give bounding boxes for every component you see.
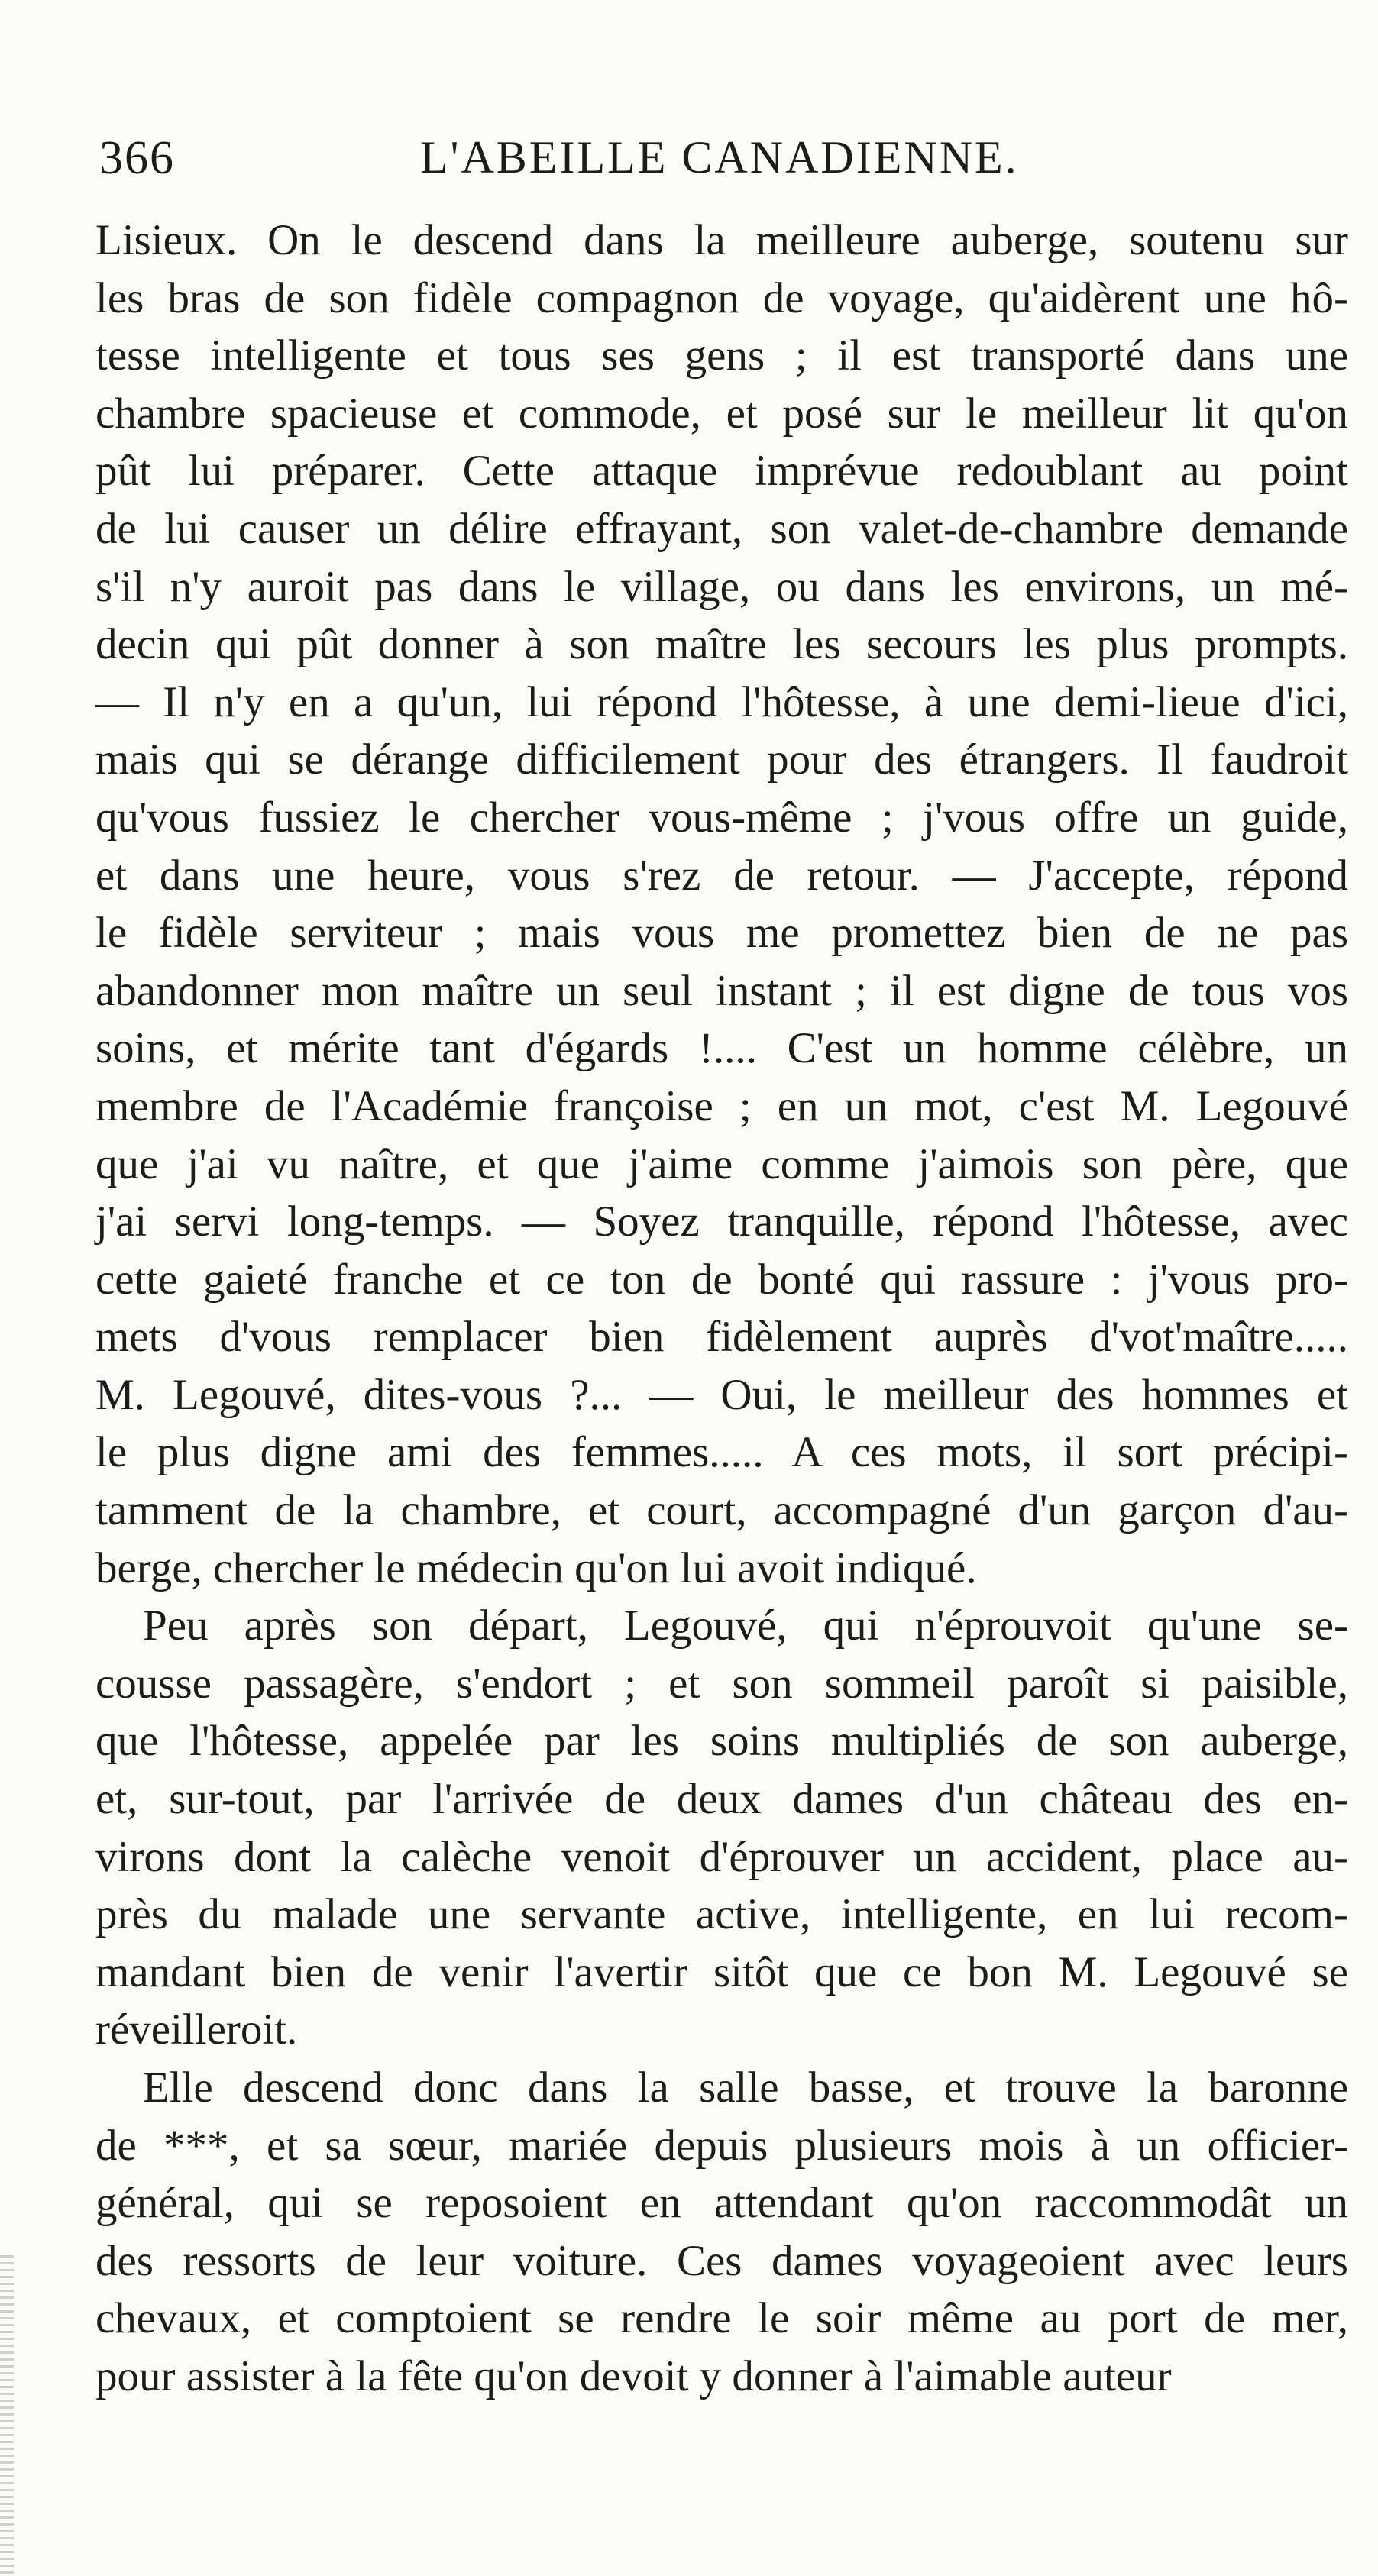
text-line: j'ai servi long-temps. — Soyez tranquille, répond l'hôtesse, avec: [95, 1198, 1348, 1246]
paragraph: [95, 212, 1348, 1597]
text-line: pour assister à la fête qu'on devoit y donner à l'aimable auteur: [95, 2351, 1172, 2400]
paragraph: [95, 1597, 1348, 2059]
running-title: L'ABEILLE CANADIENNE.: [420, 132, 1019, 183]
text-line: réveilleroit.: [95, 2006, 298, 2054]
text-line: et dans une heure, vous s'rez de retour. — J'accepte, répond: [95, 851, 1348, 900]
text-line: et, sur-tout, par l'arrivée de deux dames d'un château des en-: [95, 1775, 1348, 1824]
text-line: berge, chercher le médecin qu'on lui avoit indiqué.: [95, 1543, 977, 1592]
text-line: chevaux, et comptoient se rendre le soir même au port de mer,: [95, 2294, 1348, 2343]
page-number: 366: [99, 132, 175, 184]
text-line: général, qui se reposoient en attendant qu'on raccommodât un: [95, 2179, 1348, 2228]
text-line: mandant bien de venir l'avertir sitôt que ce bon M. Legouvé se: [95, 1947, 1348, 1996]
text-line: le plus digne ami des femmes..... A ces mots, il sort précipi-: [95, 1428, 1348, 1477]
text-line: les bras de son fidèle compagnon de voyage, qu'aidèrent une hô-: [95, 273, 1348, 322]
text-line: membre de l'Académie françoise ; en un mot, c'est M. Legouvé: [95, 1081, 1348, 1130]
body-text: [95, 212, 1348, 2406]
text-line: que j'ai vu naître, et que j'aime comme j'aimois son père, que: [95, 1139, 1348, 1188]
text-line: qu'vous fussiez le chercher vous-même ; j'vous offre un guide,: [95, 793, 1348, 842]
text-line: pût lui préparer. Cette attaque imprévue redoublant au point: [95, 447, 1348, 496]
text-line: le fidèle serviteur ; mais vous me promettez bien de ne pas: [95, 909, 1348, 958]
text-line: que l'hôtesse, appelée par les soins multipliés de son auberge,: [95, 1717, 1348, 1766]
text-line: mais qui se dérange difficilement pour des étrangers. Il faudroit: [95, 735, 1348, 784]
text-line: près du malade une servante active, intelligente, en lui recom-: [95, 1890, 1348, 1939]
page-edge-speckle: [0, 2255, 14, 2576]
text-line: Lisieux. On le descend dans la meilleure auberge, soutenu sur: [95, 216, 1348, 264]
text-line: — Il n'y en a qu'un, lui répond l'hôtesse, à une demi-lieue d'ici,: [95, 677, 1348, 726]
text-line: soins, et mérite tant d'égards !.... C'est un homme célèbre, un: [95, 1024, 1348, 1073]
text-line: mets d'vous remplacer bien fidèlement auprès d'vot'maître.....: [95, 1313, 1348, 1362]
text-line: virons dont la calèche venoit d'éprouver un accident, place au-: [95, 1832, 1348, 1881]
text-line: tesse intelligente et tous ses gens ; il est transporté dans une: [95, 331, 1348, 380]
page-header: [95, 115, 1332, 195]
text-line: cousse passagère, s'endort ; et son sommeil paroît si paisible,: [95, 1659, 1348, 1708]
text-line: abandonner mon maître un seul instant ; il est digne de tous vos: [95, 966, 1348, 1015]
text-line: de ***, et sa sœur, mariée depuis plusieurs mois à un officier-: [95, 2121, 1348, 2170]
text-line: decin qui pût donner à son maître les secours les plus prompts.: [95, 620, 1348, 669]
text-line: des ressorts de leur voiture. Ces dames voyageoient avec leurs: [95, 2236, 1348, 2285]
text-line: de lui causer un délire effrayant, son valet-de-chambre demande: [95, 504, 1348, 553]
text-line: chambre spacieuse et commode, et posé sur le meilleur lit qu'on: [95, 389, 1348, 438]
text-line: tamment de la chambre, et court, accompagné d'un garçon d'au-: [95, 1486, 1348, 1535]
text-line: M. Legouvé, dites-vous ?... — Oui, le meilleur des hommes et: [95, 1370, 1348, 1419]
paragraph: [95, 2059, 1348, 2406]
text-line: cette gaieté franche et ce ton de bonté qui rassure : j'vous pro-: [95, 1255, 1348, 1304]
text-line: s'il n'y auroit pas dans le village, ou dans les environs, un mé-: [95, 562, 1348, 611]
text-line: Peu après son départ, Legouvé, qui n'éprouvoit qu'une se-: [143, 1602, 1348, 1650]
text-line: Elle descend donc dans la salle basse, et trouve la baronne: [143, 2064, 1348, 2112]
